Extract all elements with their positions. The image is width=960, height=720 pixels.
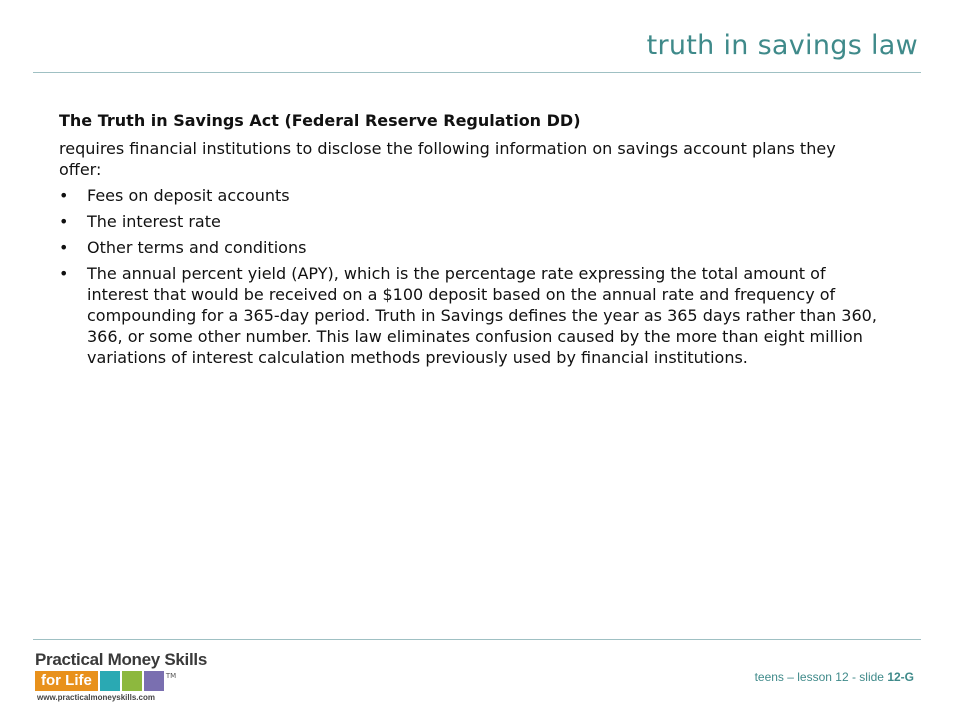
slide-footer — [755, 670, 914, 684]
intro-text: requires financial institutions to disclose the following information on savings account plans they offer: — [59, 139, 836, 179]
bullet-item — [59, 211, 879, 232]
top-divider — [33, 72, 921, 73]
logo-teal-square — [100, 671, 120, 691]
bullet-item — [59, 237, 879, 258]
bullet-icon: • — [59, 212, 69, 231]
bullet-text: Other terms and conditions — [87, 238, 307, 257]
practical-money-skills-logo — [35, 650, 215, 702]
act-heading: The Truth in Savings Act (Federal Reserve Regulation DD) — [59, 111, 581, 130]
logo-title: Practical Money Skills — [35, 650, 207, 669]
slide-title: truth in savings law — [646, 30, 918, 61]
logo-for-life: for Life — [35, 671, 98, 691]
bullet-text: The interest rate — [87, 212, 221, 231]
footer-text: teens – lesson 12 - slide — [754, 670, 888, 684]
bottom-divider — [33, 639, 921, 640]
logo-trademark: TM — [165, 672, 177, 680]
slide-body — [59, 110, 879, 373]
bullet-icon: • — [59, 238, 69, 257]
bullet-text: The annual percent yield (APY), which is the percentage rate expressing the total amount of interest that would be received on a $100 deposit based on the annual rate and frequency of compounding for a 365-day period. Truth in Savings defines the year as 365 days rather than 360, 366, or some other number. This law eliminates confusion caused by the more than eight million variations of interest calculation methods previously used by financial institutions. — [87, 264, 877, 367]
bullet-item — [59, 263, 879, 368]
bullet-list — [59, 185, 879, 368]
logo-row — [35, 671, 176, 691]
bullet-item — [59, 185, 879, 206]
bullet-icon: • — [59, 264, 69, 283]
slide-number: 12-G — [887, 670, 914, 684]
logo-url: www.practicalmoneyskills.com — [37, 693, 155, 702]
bullet-text: Fees on deposit accounts — [87, 186, 290, 205]
bullet-icon: • — [59, 186, 69, 205]
logo-purple-square — [144, 671, 164, 691]
logo-green-square — [122, 671, 142, 691]
